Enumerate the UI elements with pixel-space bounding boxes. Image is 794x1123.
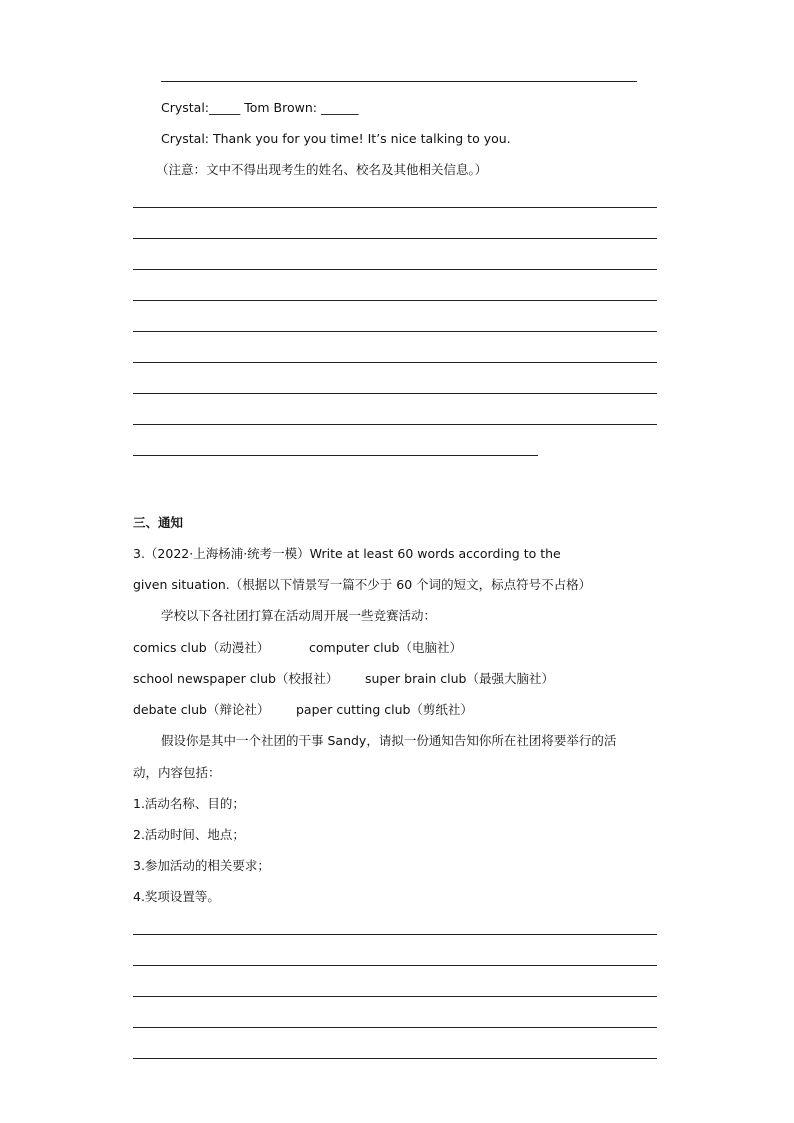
writing-line [133,1027,657,1028]
writing-line [133,1058,657,1059]
list-item: 4.奖项设置等。 [133,889,220,904]
club-item: school newspaper club（校报社） [133,671,339,686]
task-line-2: 动，内容包括： [133,765,221,780]
writing-line [133,331,657,332]
writing-line [133,269,657,270]
writing-line [133,362,657,363]
crystal-tom-line: Crystal:_____ Tom Brown: ______ [161,100,359,115]
answer-line [161,81,637,82]
intro-text: 学校以下各社团打算在活动周开展一些竞赛活动： [161,608,437,623]
question-line-1: 3.（2022·上海杨浦·统考一模）Write at least 60 words according to the [133,546,561,561]
writing-line [133,238,657,239]
section-heading: 三、通知 [133,515,184,530]
writing-line [133,965,657,966]
writing-line [133,393,657,394]
question-line-2: given situation.（根据以下情景写一篇不少于 60 个词的短文，标点符号不占格） [133,577,592,592]
writing-line [133,996,657,997]
club-item: comics club（动漫社） [133,640,270,655]
task-line-1: 假设你是其中一个社团的干事 Sandy，请拟一份通知告知你所在社团将要举行的活 [161,733,617,748]
club-item: paper cutting club（剪纸社） [296,702,473,717]
crystal-thanks-line: Crystal: Thank you for you time! It’s nice talking to you. [161,131,511,146]
list-item: 1.活动名称、目的； [133,796,245,811]
writing-line [133,424,657,425]
club-item: debate club（辩论社） [133,702,270,717]
list-item: 2.活动时间、地点； [133,827,245,842]
club-item: super brain club（最强大脑社） [365,671,554,686]
writing-line [133,455,538,456]
club-item: computer club（电脑社） [309,640,462,655]
writing-line [133,934,657,935]
list-item: 3.参加活动的相关要求； [133,858,270,873]
writing-line [133,207,657,208]
notice-text: （注意：文中不得出现考生的姓名、校名及其他相关信息。） [156,162,488,177]
writing-line [133,300,657,301]
